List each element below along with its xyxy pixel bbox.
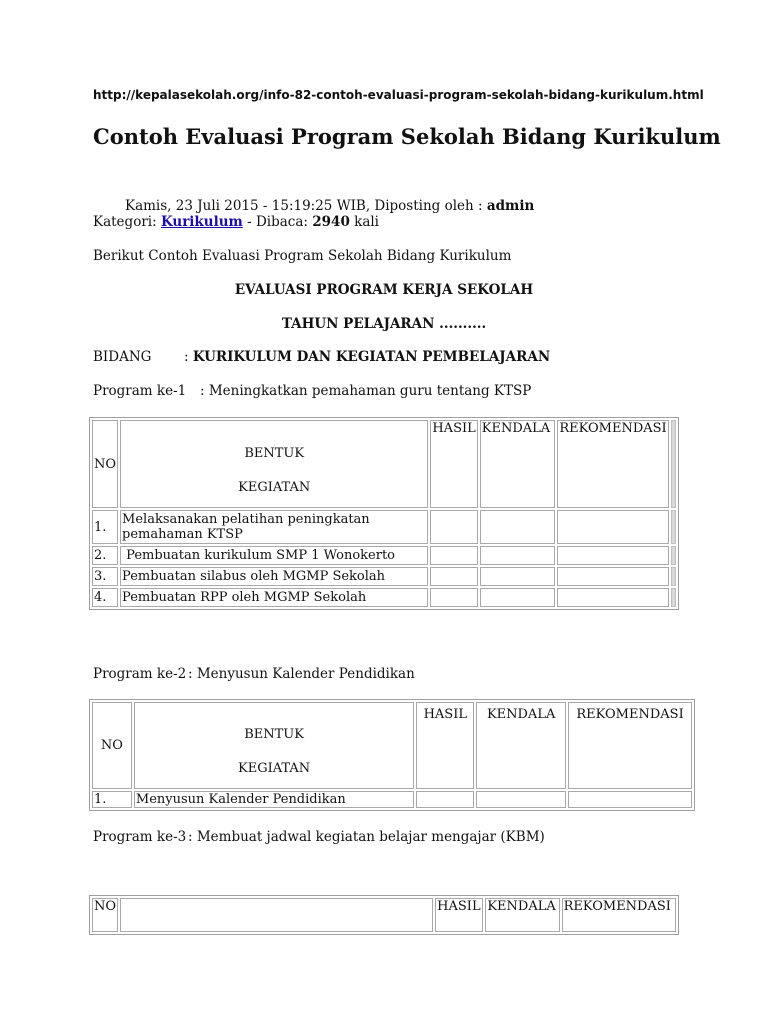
- header-bentuk: BENTUK: [244, 726, 304, 742]
- table-scrollbar[interactable]: [671, 567, 676, 586]
- post-meta: [125, 198, 534, 214]
- table-row: [92, 510, 676, 544]
- header-bentuk-kegiatan: [120, 420, 428, 508]
- header-rekomendasi: REKOMENDASI: [557, 420, 669, 508]
- row-rekomendasi: [557, 567, 669, 586]
- doc-heading: EVALUASI PROGRAM KERJA SEKOLAH: [234, 282, 534, 298]
- table-scrollbar[interactable]: [671, 546, 676, 565]
- header-rekomendasi: REKOMENDASI: [562, 898, 676, 932]
- doc-subheading: TAHUN PELAJARAN ..........: [281, 316, 487, 332]
- row-kendala: [480, 588, 556, 607]
- row-kegiatan: Melaksanakan pelatihan peningkatan pemahaman KTSP: [120, 510, 428, 544]
- header-kegiatan: KEGIATAN: [238, 760, 311, 776]
- source-url[interactable]: http://kepalasekolah.org/info-82-contoh-evaluasi-program-sekolah-bidang-kurikulum.html: [93, 88, 704, 102]
- header-kendala: KENDALA: [480, 420, 556, 508]
- row-no: 4.: [92, 588, 118, 607]
- program1-sep: :: [200, 383, 209, 399]
- row-kendala: [480, 510, 556, 544]
- row-hasil: [416, 791, 474, 808]
- program2-text: Menyusun Kalender Pendidikan: [196, 666, 415, 682]
- program2-table: [89, 699, 695, 811]
- header-hasil: HASIL: [435, 898, 483, 932]
- page-title: Contoh Evaluasi Program Sekolah Bidang Kurikulum: [93, 124, 721, 149]
- header-no: NO: [92, 420, 118, 508]
- header-bentuk-kegiatan: [120, 898, 433, 932]
- row-kegiatan: Pembuatan RPP oleh MGMP Sekolah: [120, 588, 428, 607]
- program2-label: Program ke-2: [93, 666, 187, 682]
- header-hasil: HASIL: [430, 420, 477, 508]
- row-kegiatan: Pembuatan silabus oleh MGMP Sekolah: [120, 567, 428, 586]
- program1-text: Meningkatkan pemahaman guru tentang KTSP: [208, 383, 532, 399]
- table-row: [92, 588, 676, 607]
- table-scrollbar[interactable]: [671, 588, 676, 607]
- header-rekomendasi: REKOMENDASI: [568, 702, 692, 789]
- views-suffix: kali: [349, 214, 379, 230]
- program3-label: Program ke-3: [93, 829, 187, 845]
- program1-label: Program ke-1: [93, 383, 187, 399]
- program2-line: [188, 666, 415, 682]
- table-row: [92, 546, 676, 565]
- row-rekomendasi: [557, 588, 669, 607]
- program2-sep: :: [188, 666, 197, 682]
- category-link[interactable]: Kurikulum: [160, 214, 243, 230]
- header-no: NO: [92, 898, 118, 932]
- row-hasil: [430, 546, 477, 565]
- header-bentuk-kegiatan: [134, 702, 414, 789]
- row-kegiatan: Menyusun Kalender Pendidikan: [134, 791, 414, 808]
- views-count: 2940: [312, 214, 350, 230]
- program3-table: [89, 895, 679, 935]
- row-hasil: [430, 510, 477, 544]
- header-bentuk: BENTUK: [244, 446, 305, 461]
- table-row: [92, 567, 676, 586]
- header-no: NO: [92, 702, 132, 789]
- header-kegiatan: KEGIATAN: [238, 480, 311, 495]
- row-kendala: [480, 567, 556, 586]
- row-no: 2.: [92, 546, 118, 565]
- header-kendala: KENDALA: [476, 702, 566, 789]
- row-hasil: [430, 588, 477, 607]
- table-scrollbar[interactable]: [671, 510, 676, 544]
- bidang-value: KURIKULUM DAN KEGIATAN PEMBELAJARAN: [192, 349, 551, 365]
- bidang-sep: :: [184, 349, 193, 365]
- bidang-line: [184, 349, 550, 365]
- program1-table: [89, 417, 679, 610]
- row-no: 3.: [92, 567, 118, 586]
- row-kendala: [476, 791, 566, 808]
- row-rekomendasi: [557, 546, 669, 565]
- views-label: - Dibaca:: [242, 214, 313, 230]
- row-no: 1.: [92, 510, 118, 544]
- category-label: Kategori:: [93, 214, 161, 230]
- category-line: [93, 214, 379, 230]
- program1-line: [200, 383, 531, 399]
- intro-text: Berikut Contoh Evaluasi Program Sekolah Bidang Kurikulum: [93, 248, 512, 264]
- bidang-label: BIDANG: [93, 349, 152, 365]
- program3-line: [188, 829, 545, 845]
- author-name: admin: [486, 198, 535, 214]
- row-kendala: [480, 546, 556, 565]
- row-hasil: [430, 567, 477, 586]
- program3-sep: :: [188, 829, 197, 845]
- row-rekomendasi: [557, 510, 669, 544]
- header-kendala: KENDALA: [485, 898, 559, 932]
- table-scrollbar[interactable]: [671, 420, 676, 508]
- table-row: [92, 791, 692, 808]
- program3-text: Membuat jadwal kegiatan belajar mengajar (KBM): [196, 829, 545, 845]
- row-kegiatan: Pembuatan kurikulum SMP 1 Wonokerto: [120, 546, 428, 565]
- posted-info: Kamis, 23 Juli 2015 - 15:19:25 WIB, Diposting oleh :: [125, 198, 487, 214]
- row-rekomendasi: [568, 791, 692, 808]
- header-hasil: HASIL: [416, 702, 474, 789]
- row-no: 1.: [92, 791, 132, 808]
